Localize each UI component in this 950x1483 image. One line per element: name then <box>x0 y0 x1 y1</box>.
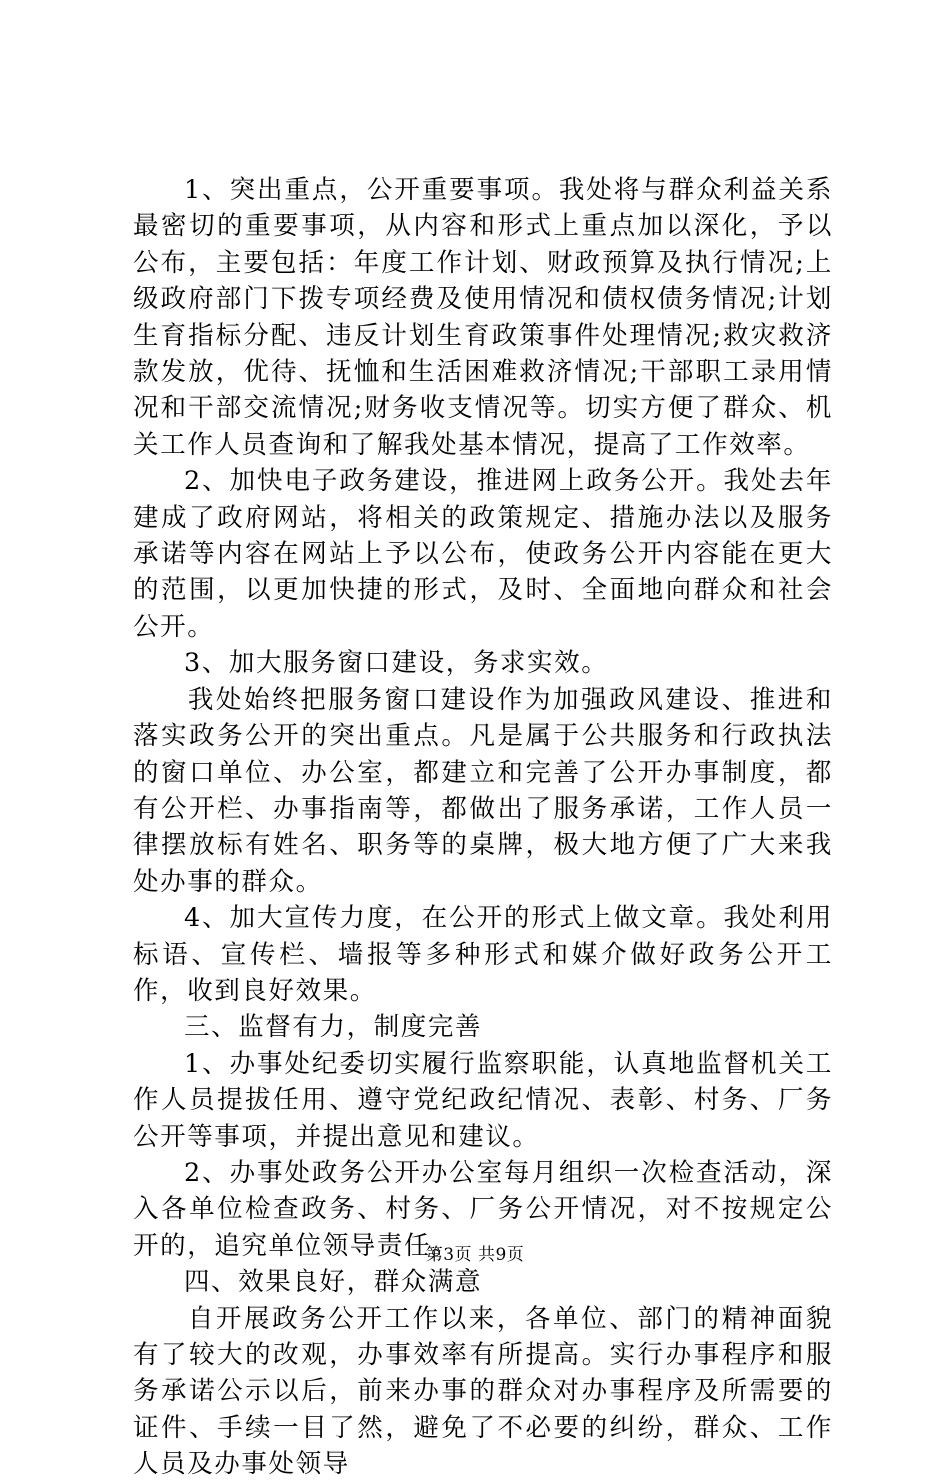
paragraph-6: 1、办事处纪委切实履行监察职能，认真地监督机关工作人员提拔任用、遵守党纪政纪情况、表彰、村务、厂务公开等事项，并提出意见和建议。 <box>133 1048 833 1152</box>
paragraph-7: 2、办事处政务公开办公室每月组织一次检查活动，深入各单位检查政务、村务、厂务公开情况，对不按规定公开的，追究单位领导责任。 <box>133 1157 833 1261</box>
paragraph-1: 1、突出重点，公开重要事项。我处将与群众利益关系最密切的重要事项，从内容和形式上重点加以深化，予以公布，主要包括：年度工作计划、财政预算及执行情况;上级政府部门下拨专项经费及使用情况和债权债务情况;计划生育指标分配、违反计划生育政策事件处理情况;救灾救济款发放，优待、抚恤和生活困难救济情况;干部职工录用情况和干部交流情况;财务收支情况等。切实方便了群众、机关工作人员查询和了解我处基本情况，提高了工作效率。 <box>133 175 833 460</box>
paragraph-8: 自开展政务公开工作以来，各单位、部门的精神面貌有了较大的改观，办事效率有所提高。实行办事程序和服务承诺公示以后，前来办事的群众对办事程序及所需要的证件、手续一目了然，避免了不必要的纠纷，群众、工作人员及办事处领导 <box>133 1303 833 1480</box>
page-footer: 第3页 共9页 <box>425 1245 525 1265</box>
paragraph-2: 2、加快电子政务建设，推进网上政务公开。我处去年建成了政府网站，将相关的政策规定、措施办法以及服务承诺等内容在网站上予以公布，使政务公开内容能在更大的范围，以更加快捷的形式，及时、全面地向群众和社会公开。 <box>133 466 833 642</box>
section-heading-3: 三、监督有力，制度完善 <box>184 1012 483 1043</box>
paragraph-3: 3、加大服务窗口建设，务求实效。 <box>184 648 609 679</box>
document-body <box>133 172 833 1483</box>
paragraph-4: 我处始终把服务窗口建设作为加强政风建设、推进和落实政务公开的突出重点。凡是属于公共服务和行政执法的窗口单位、办公室，都建立和完善了公开办事制度，都有公开栏、办事指南等，都做出了服务承诺，工作人员一律摆放标有姓名、职务等的桌牌，极大地方便了广大来我处办事的群众。 <box>133 684 833 897</box>
section-heading-4: 四、效果良好，群众满意 <box>184 1267 483 1298</box>
paragraph-5: 4、加大宣传力度，在公开的形式上做文章。我处利用标语、宣传栏、墙报等多种形式和媒介做好政务公开工作，收到良好效果。 <box>133 903 833 1006</box>
